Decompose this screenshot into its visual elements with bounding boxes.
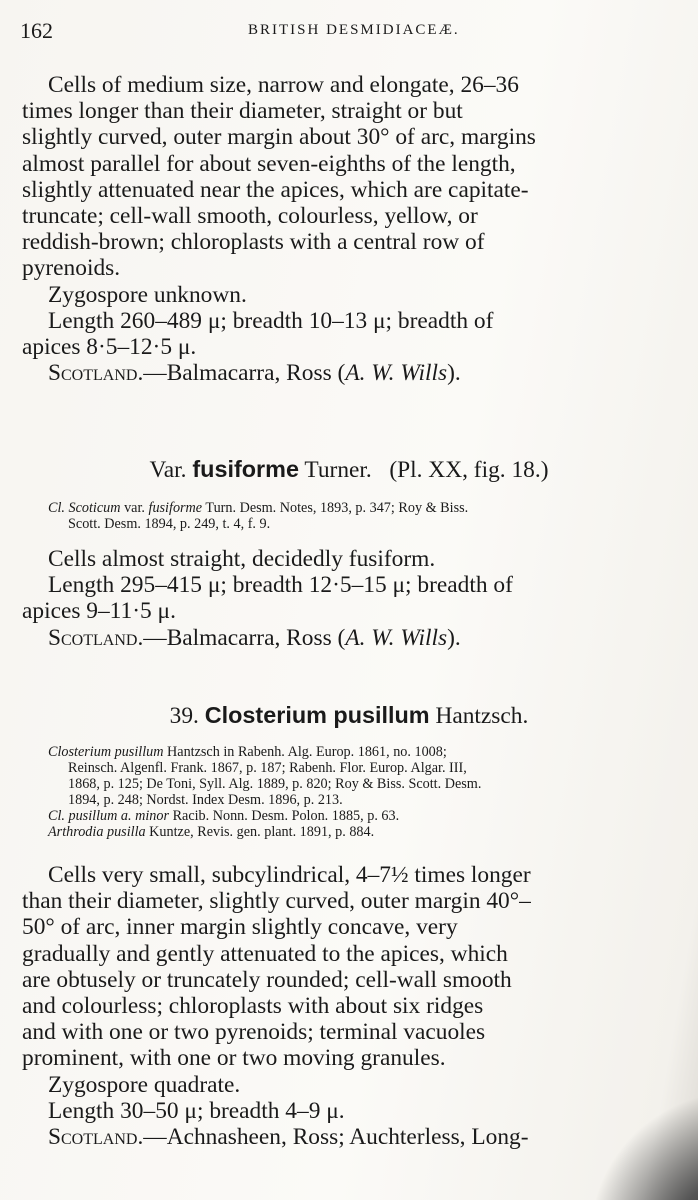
text-line: almost parallel for about seven-eighths of the length, — [22, 150, 516, 177]
reference-line: 1868, p. 125; De Toni, Syll. Alg. 1889, p. 820; Roy & Biss. Scott. Desm. — [68, 776, 482, 792]
punct: ). — [447, 360, 461, 387]
zygospore-note: Zygospore quadrate. — [48, 1071, 241, 1098]
ref-text: Turn. Desm. Notes, 1893, p. 347; Roy & Biss. — [202, 500, 469, 516]
locality: .—Achnasheen, Ross; Auchterless, Long- — [137, 1124, 529, 1151]
locality: .—Balmacarra, Ross ( — [137, 624, 346, 651]
measurements: Length 295–415 μ; breadth 12·5–15 μ; breadth of — [48, 572, 513, 599]
ref-text: var. — [120, 500, 149, 516]
page-number: 162 — [20, 18, 53, 43]
species-author: Hantzsch. — [429, 703, 529, 729]
collector: A. W. Wills — [345, 360, 448, 387]
text-line: than their diameter, slightly curved, outer margin 40°– — [22, 888, 531, 915]
distribution — [22, 360, 666, 386]
species-name: Closterium pusillum — [204, 702, 430, 728]
reference-line — [48, 500, 668, 516]
running-head: BRITISH DESMIDIACEÆ. — [248, 22, 460, 38]
species-references — [48, 744, 668, 840]
variety-text: Cells almost straight, decidedly fusiform. — [48, 546, 436, 572]
country: Scotland — [48, 624, 138, 651]
variety-heading — [0, 456, 698, 484]
variety-name: fusiforme — [192, 456, 299, 482]
text-line: and with one or two pyrenoids; terminal vacuoles — [22, 1019, 486, 1046]
ref-italic: Closterium pusillum — [48, 744, 164, 760]
reference-line — [48, 824, 668, 840]
text-line: reddish-brown; chloroplasts with a central row of — [22, 229, 485, 256]
locality: .—Balmacarra, Ross ( — [137, 360, 346, 387]
country: Scotland — [48, 1124, 138, 1151]
text-line: pyrenoids. — [22, 255, 121, 282]
species-description — [22, 72, 666, 386]
distribution — [22, 1124, 666, 1150]
ref-italic: fusiforme — [148, 500, 203, 516]
text-line: Cells very small, subcylindrical, 4–7½ times longer — [48, 862, 531, 888]
measurements-cont: apices 9–11·5 μ. — [22, 598, 176, 625]
punct: ). — [447, 624, 461, 651]
var-prefix: Var. — [149, 457, 193, 483]
text-line: prominent, with one or two moving granules. — [22, 1045, 446, 1072]
variety-references — [48, 500, 668, 532]
collector: A. W. Wills — [345, 624, 448, 651]
measurements: Length 30–50 μ; breadth 4–9 μ. — [48, 1097, 345, 1124]
ref-text: Hantzsch in Rabenh. Alg. Europ. 1861, no. 1008; — [163, 744, 447, 760]
text-line: gradually and gently attenuated to the apices, which — [22, 940, 508, 967]
variety-author: Turner. — [298, 457, 372, 483]
distribution — [22, 625, 666, 651]
ref-italic: Cl. Scoticum — [48, 500, 121, 516]
page-header — [20, 18, 678, 46]
species-description-2 — [22, 862, 666, 1150]
ref-text: Racib. Nonn. Desm. Polon. 1885, p. 63. — [169, 808, 400, 824]
text-line: truncate; cell-wall smooth, colourless, yellow, or — [22, 203, 478, 230]
reference-line: Reinsch. Algenfl. Frank. 1867, p. 187; Rabenh. Flor. Europ. Algar. III, — [68, 760, 467, 776]
ref-italic: Cl. pusillum a. minor — [48, 808, 170, 824]
species-number: 39. — [169, 703, 205, 729]
text-line: Cells of medium size, narrow and elongate, 26–36 — [48, 72, 519, 98]
plate-reference: (Pl. XX, fig. 18.) — [389, 457, 549, 483]
variety-description — [22, 546, 666, 651]
description-paragraph — [22, 72, 666, 282]
reference-line — [48, 808, 668, 824]
ref-italic: Arthrodia pusilla — [48, 824, 146, 840]
country: Scotland — [48, 360, 138, 387]
text-line: 50° of arc, inner margin slightly concave, very — [22, 914, 458, 941]
text-line: are obtusely or truncately rounded; cell-wall smooth — [22, 966, 512, 993]
reference-line — [48, 744, 668, 760]
measurements: Length 260–489 μ; breadth 10–13 μ; breadth of — [48, 307, 494, 334]
reference-line: Scott. Desm. 1894, p. 249, t. 4, f. 9. — [68, 516, 271, 532]
species-heading — [0, 702, 698, 730]
text-line: slightly curved, outer margin about 30° of arc, margins — [22, 124, 536, 151]
text-line: and colourless; chloroplasts with about six ridges — [22, 993, 484, 1020]
reference-line: 1894, p. 248; Nordst. Index Desm. 1896, p. 213. — [68, 792, 343, 808]
text-line: slightly attenuated near the apices, which are capitate- — [22, 176, 529, 203]
text-line: times longer than their diameter, straight or but — [22, 98, 463, 125]
ref-text: Kuntze, Revis. gen. plant. 1891, p. 884. — [145, 824, 375, 840]
zygospore-note: Zygospore unknown. — [48, 281, 247, 308]
description-paragraph — [22, 862, 666, 1072]
measurements-cont: apices 8·5–12·5 μ. — [22, 334, 197, 361]
